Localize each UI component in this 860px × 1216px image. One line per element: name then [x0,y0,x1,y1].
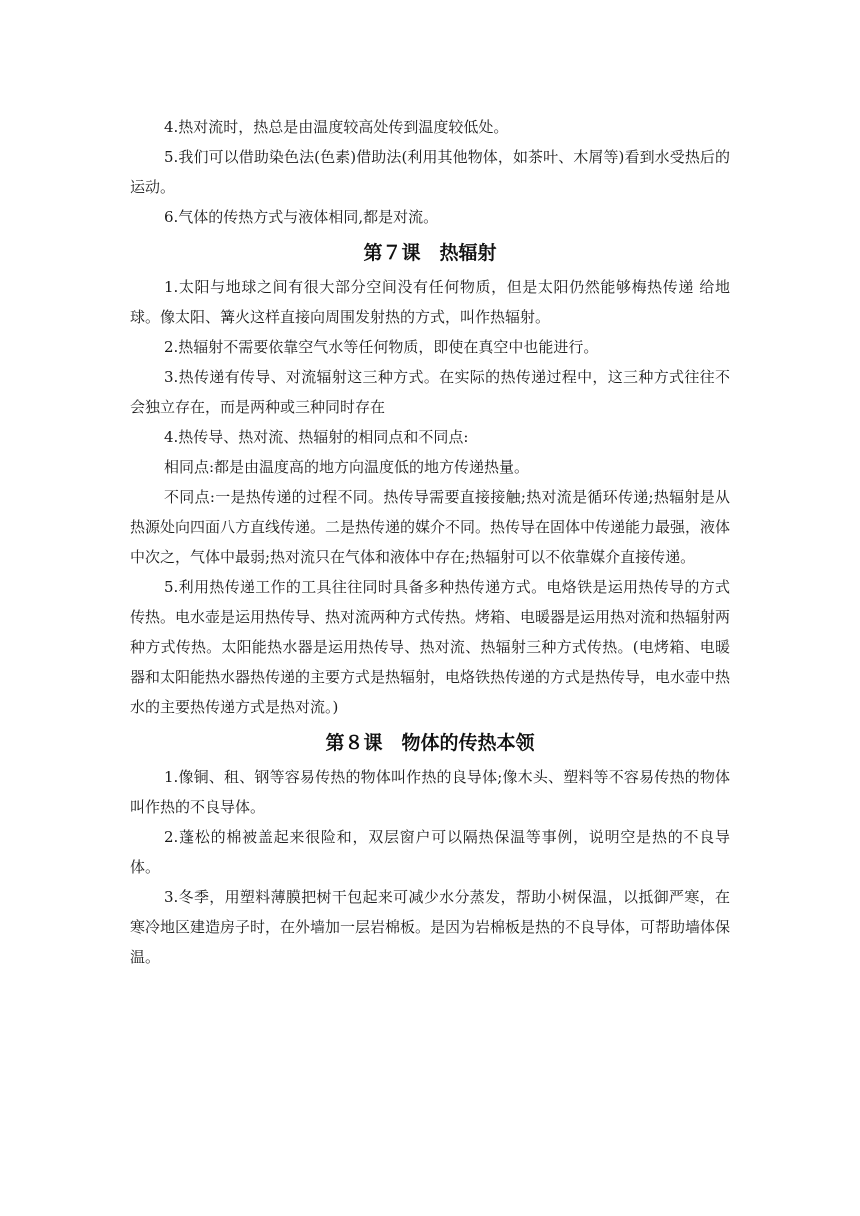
lesson-8-heading: 第８课 物体的传热本领 [325,732,535,754]
lesson-7-item-1: 1.太阳与地球之间有很大部分空间没有任何物质，但是太阳仍然能够梅热传递 给地球。像太阳、篝火这样直接向周围发射热的方式，叫作热辐射。 [130,278,730,326]
lesson-7-item-4: 4.热传导、热对流、热辐射的相同点和不同点: [164,428,469,446]
lesson-8-item-2: 2.蓬松的棉被盖起来很险和，双层窗户可以隔热保温等事例，说明空是热的不良导体。 [130,828,730,876]
lesson-7-item-5: 5.利用热传递工作的工具往往同时具备多种热传递方式。电烙铁是运用热传导的方式传热。电水壶是运用热传导、热对流两种方式传热。烤箱、电暖器是运用热对流和热辐射两种方式传热。太阳能热水器是运用热传导、热对流、热辐射三种方式传热。(电烤箱、电暖器和太阳能热水器热传递的主要方式是热辐射，电烙铁热传递的方式是热传导，电水壶中热水的主要热传递方式是热对流。) [130,578,731,716]
paragraph-prev-item-4: 4.热对流时，热总是由温度较高处传到温度较低处。 [164,118,509,136]
paragraph-prev-item-5: 5.我们可以借助染色法(色素)借助法(利用其他物体，如茶叶、木屑等)看到水受热后的运动。 [130,148,730,196]
lesson-7-heading: 第７课 热辐射 [363,242,497,264]
lesson-7-same-points: 相同点:都是由温度高的地方向温度低的地方传递热量。 [164,458,530,476]
lesson-8-item-3: 3.冬季，用塑料薄膜把树干包起来可减少水分蒸发，帮助小树保温，以抵御严寒，在寒冷地区建造房子时，在外墙加一层岩棉板。是因为岩棉板是热的不良导体，可帮助墙体保温。 [130,888,731,966]
lesson-7-item-2: 2.热辐射不需要依靠空气水等任何物质，即使在真空中也能进行。 [164,338,599,356]
lesson-8-item-1: 1.像铜、租、钢等容易传热的物体叫作热的良导体;像木头、塑料等不容易传热的物体叫作热的不良导体。 [130,768,730,816]
lesson-7-different-points: 不同点:一是热传递的过程不同。热传导需要直接接触;热对流是循环传递;热辐射是从热源处向四面八方直线传递。二是热传递的媒介不同。热传导在固体中传递能力最强，液体中次之，气体中最弱;热对流只在气体和液体中存在;热辐射可以不依靠媒介直接传递。 [130,488,731,566]
lesson-7-item-3: 3.热传递有传导、对流辐射这三种方式。在实际的热传递过程中，这三种方式往往不会独立存在，而是两种或三种同时存在 [130,368,730,416]
paragraph-prev-item-6: 6.气体的传热方式与液体相同,都是对流。 [164,208,439,226]
document-page [130,112,730,972]
